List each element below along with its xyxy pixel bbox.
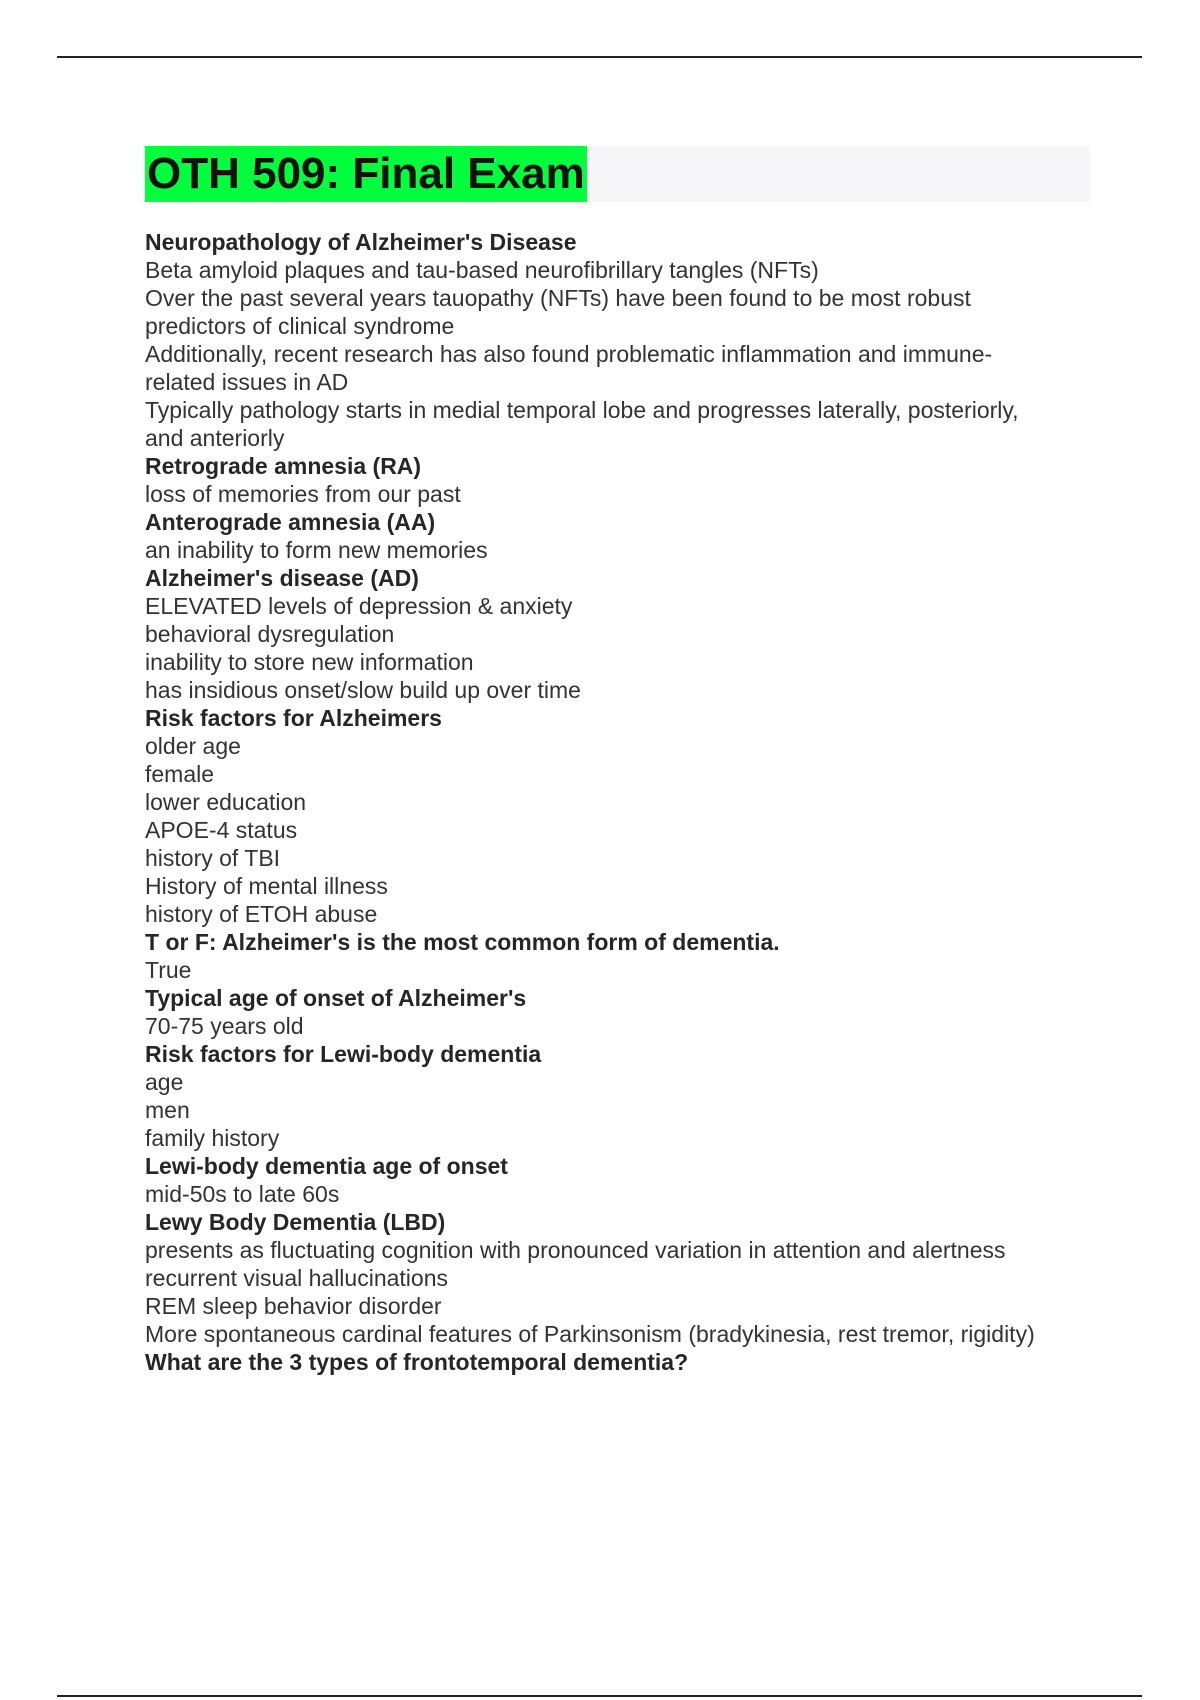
flashcard-definition-line: history of ETOH abuse bbox=[145, 901, 378, 927]
flashcard-term: Retrograde amnesia (RA) bbox=[145, 453, 422, 479]
title-bar bbox=[145, 146, 1090, 202]
flashcard-definition-line: lower education bbox=[145, 789, 307, 815]
flashcard-definition-line: Over the past several years tauopathy (NFTs) have been found to be most robust bbox=[145, 285, 971, 311]
flashcard-definition-line: older age bbox=[145, 733, 241, 759]
flashcard-definition-line: 70-75 years old bbox=[145, 1013, 304, 1039]
flashcard-term: Risk factors for Alzheimers bbox=[145, 705, 442, 731]
flashcard-definition-line: recurrent visual hallucinations bbox=[145, 1265, 448, 1291]
flashcard bbox=[145, 508, 1095, 564]
flashcard-definition-line: Typically pathology starts in medial temporal lobe and progresses laterally, posteriorly, bbox=[145, 397, 1019, 423]
flashcard bbox=[145, 1152, 1095, 1208]
flashcard bbox=[145, 1348, 1095, 1376]
flashcard-term: Typical age of onset of Alzheimer's bbox=[145, 985, 527, 1011]
flashcard-definition-line: predictors of clinical syndrome bbox=[145, 313, 455, 339]
flashcard bbox=[145, 228, 1095, 452]
flashcard-definition-line: inability to store new information bbox=[145, 649, 474, 675]
flashcard-term: Lewy Body Dementia (LBD) bbox=[145, 1209, 446, 1235]
flashcard bbox=[145, 1208, 1095, 1348]
flashcard-definition-line: men bbox=[145, 1097, 190, 1123]
flashcard-definition-line: an inability to form new memories bbox=[145, 537, 488, 563]
flashcard-definition-line: and anteriorly bbox=[145, 425, 285, 451]
flashcard-definition-line: Additionally, recent research has also found problematic inflammation and immune- bbox=[145, 341, 993, 367]
page-title: OTH 509: Final Exam bbox=[145, 146, 587, 202]
flashcard bbox=[145, 928, 1095, 984]
flashcard-definition-line: related issues in AD bbox=[145, 369, 349, 395]
flashcard-definition-line: presents as fluctuating cognition with pronounced variation in attention and alertness bbox=[145, 1237, 1006, 1263]
flashcard-term: Lewi-body dementia age of onset bbox=[145, 1153, 508, 1179]
flashcard-term: What are the 3 types of frontotemporal dementia? bbox=[145, 1349, 689, 1375]
flashcard-definition-line: family history bbox=[145, 1125, 280, 1151]
flashcard bbox=[145, 704, 1095, 928]
flashcard-definition-line: REM sleep behavior disorder bbox=[145, 1293, 442, 1319]
flashcard bbox=[145, 984, 1095, 1040]
flashcard-definition-line: female bbox=[145, 761, 215, 787]
top-rule bbox=[57, 56, 1142, 58]
flashcard-list bbox=[145, 228, 1095, 1376]
flashcard bbox=[145, 452, 1095, 508]
flashcard-definition-line: age bbox=[145, 1069, 184, 1095]
flashcard bbox=[145, 1040, 1095, 1152]
flashcard-definition-line: True bbox=[145, 957, 192, 983]
flashcard-term: Anterograde amnesia (AA) bbox=[145, 509, 436, 535]
flashcard-definition-line: has insidious onset/slow build up over time bbox=[145, 677, 581, 703]
flashcard-term: Neuropathology of Alzheimer's Disease bbox=[145, 229, 577, 255]
flashcard-term: Alzheimer's disease (AD) bbox=[145, 565, 419, 591]
flashcard-definition-line: history of TBI bbox=[145, 845, 281, 871]
flashcard-term: T or F: Alzheimer's is the most common form of dementia. bbox=[145, 929, 780, 955]
bottom-rule bbox=[57, 1695, 1142, 1697]
flashcard-definition-line: behavioral dysregulation bbox=[145, 621, 395, 647]
flashcard-definition-line: More spontaneous cardinal features of Parkinsonism (bradykinesia, rest tremor, rigidity) bbox=[145, 1321, 1035, 1347]
flashcard-definition-line: mid-50s to late 60s bbox=[145, 1181, 340, 1207]
flashcard-definition-line: Beta amyloid plaques and tau-based neurofibrillary tangles (NFTs) bbox=[145, 257, 819, 283]
flashcard-definition-line: APOE-4 status bbox=[145, 817, 298, 843]
flashcard-definition-line: loss of memories from our past bbox=[145, 481, 461, 507]
flashcard-term: Risk factors for Lewi-body dementia bbox=[145, 1041, 542, 1067]
flashcard-definition-line: ELEVATED levels of depression & anxiety bbox=[145, 593, 573, 619]
flashcard bbox=[145, 564, 1095, 704]
flashcard-definition-line: History of mental illness bbox=[145, 873, 388, 899]
